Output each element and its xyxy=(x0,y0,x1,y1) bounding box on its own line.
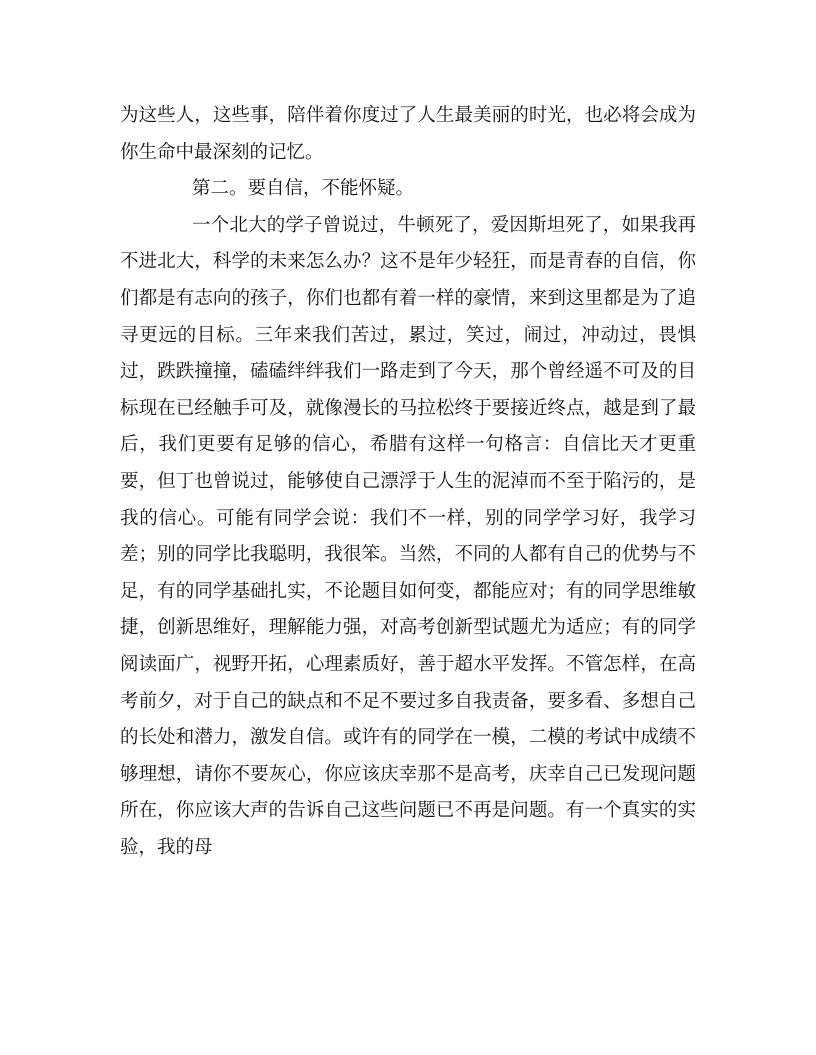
section-heading-second: 第二。要自信，不能怀疑。 xyxy=(192,178,415,200)
paragraph-continuation: 为这些人，这些事，陪伴着你度过了人生最美丽的时光，也必将会成为你生命中最深刻的记忆。 xyxy=(120,105,696,163)
document-body xyxy=(120,98,696,866)
paragraph-confidence: 一个北大的学子曾说过，牛顿死了，爱因斯坦死了，如果我再不进北大，科学的未来怎么办？这不是年少轻狂，而是青春的自信，你们都是有志向的孩子，你们也都有着一样的豪情，来到这里都是为了追寻更远的目标。三年来我们苦过，累过，笑过，闹过，冲动过，畏惧过，跌跌撞撞，磕磕绊绊我们一路走到了今天，那个曾经遥不可及的目标现在已经触手可及，就像漫长的马拉松终于要接近终点，越是到了最后，我们更要有足够的信心，希腊有这样一句格言：自信比天才更重要，但丁也曾说过，能够使自己漂浮于人生的泥淖而不至于陷污的，是我的信心。可能有同学会说：我们不一样，别的同学学习好，我学习差；别的同学比我聪明，我很笨。当然，不同的人都有自己的优势与不足，有的同学基础扎实，不论题目如何变，都能应对；有的同学思维敏捷，创新思维好，理解能力强，对高考创新型试题尤为适应；有的同学阅读面广，视野开拓，心理素质好，善于超水平发挥。不管怎样，在高考前夕，对于自己的缺点和不足不要过多自我责备，要多看、多想自己的长处和潜力，激发自信。或许有的同学在一模，二模的考试中成绩不够理想，请你不要灰心，你应该庆幸那不是高考，庆幸自己已发现问题所在，你应该大声的告诉自己这些问题已不再是问题。有一个真实的实验，我的母 xyxy=(120,214,696,858)
